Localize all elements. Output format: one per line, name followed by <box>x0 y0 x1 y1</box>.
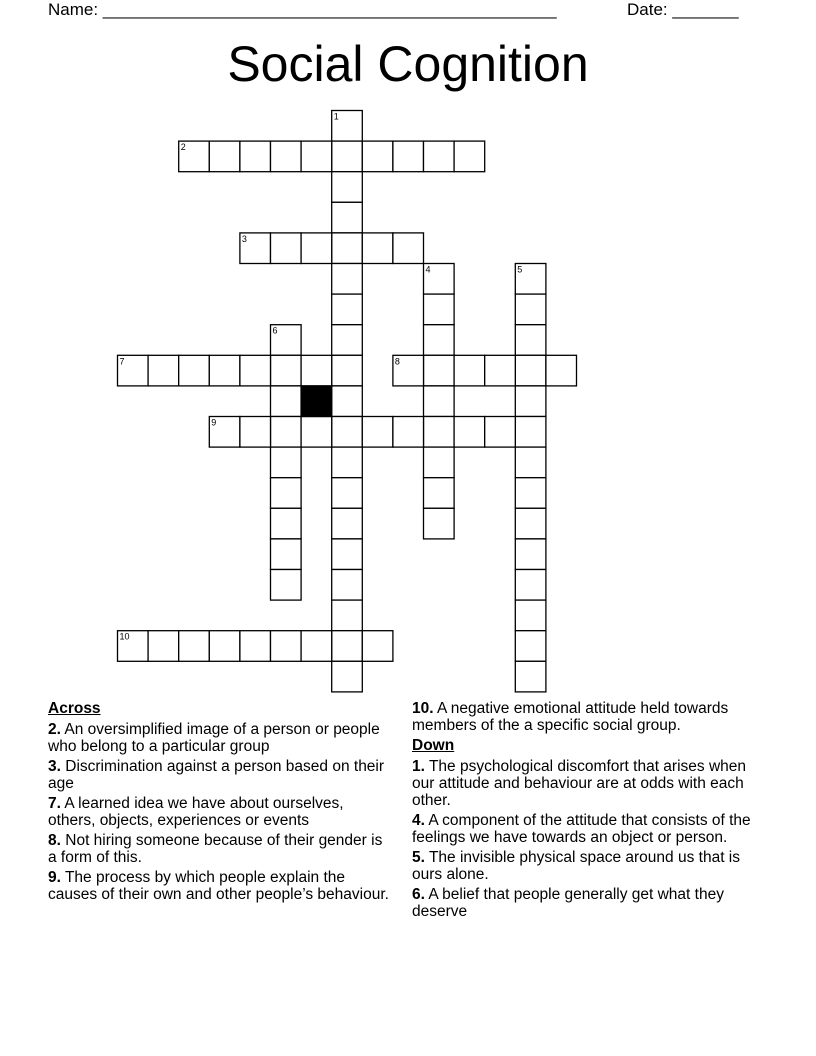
grid-cell[interactable] <box>393 233 424 264</box>
clue-number-10: 10 <box>119 631 130 642</box>
grid-cell[interactable] <box>332 141 363 172</box>
down-clue-4: 4. A component of the attitude that consists of the feelings we have towards an object or person. <box>412 812 751 846</box>
grid-cell[interactable] <box>179 355 210 386</box>
grid-cell[interactable] <box>515 478 546 509</box>
grid-cell[interactable] <box>271 631 302 662</box>
grid-cell[interactable] <box>301 631 332 662</box>
down-clue-1: 1. The psychological discomfort that arises when our attitude and behaviour are at odds with each other. <box>412 758 747 809</box>
across-clue-9: 9. The process by which people explain the causes of their own and other people’s behaviour. <box>48 869 389 903</box>
grid-cell[interactable] <box>240 631 271 662</box>
grid-cell[interactable] <box>362 417 393 448</box>
grid-cell[interactable] <box>332 233 363 264</box>
grid-cell[interactable] <box>332 294 363 325</box>
grid-cell[interactable] <box>454 141 485 172</box>
grid-cell[interactable] <box>240 417 271 448</box>
grid-cell[interactable] <box>301 355 332 386</box>
grid-cell[interactable] <box>209 631 240 662</box>
grid-cell[interactable] <box>424 478 455 509</box>
across-clue-8: 8. Not hiring someone because of their gender is a form of this. <box>48 832 383 866</box>
grid-cell[interactable] <box>271 447 302 478</box>
down-clue-6: 6. A belief that people generally get what they deserve <box>412 886 724 920</box>
grid-cell[interactable] <box>546 355 577 386</box>
clues-column-right <box>412 700 762 923</box>
black-cell <box>301 386 332 417</box>
name-field[interactable]: Name: ________________________________________________ <box>48 0 557 19</box>
grid-cell[interactable] <box>515 600 546 631</box>
grid-cell[interactable] <box>271 141 302 172</box>
grid-cell[interactable] <box>515 417 546 448</box>
grid-cell[interactable] <box>148 355 179 386</box>
grid-cell[interactable] <box>271 386 302 417</box>
grid-cell[interactable] <box>271 508 302 539</box>
clue-number-4: 4 <box>425 264 431 275</box>
grid-cell[interactable] <box>148 631 179 662</box>
grid-cell[interactable] <box>362 233 393 264</box>
grid-cell[interactable] <box>485 417 516 448</box>
across-clue-3: 3. Discrimination against a person based on their age <box>48 758 385 792</box>
grid-cell[interactable] <box>332 631 363 662</box>
clue-number-6: 6 <box>272 325 278 336</box>
grid-cell[interactable] <box>515 570 546 601</box>
grid-cell[interactable] <box>424 447 455 478</box>
grid-cell[interactable] <box>271 355 302 386</box>
grid-cell[interactable] <box>515 508 546 539</box>
down-clue-5: 5. The invisible physical space around us that is ours alone. <box>412 849 740 883</box>
grid-cell[interactable] <box>424 325 455 356</box>
grid-cell[interactable] <box>271 570 302 601</box>
clue-number-8: 8 <box>394 356 400 367</box>
grid-cell[interactable] <box>424 386 455 417</box>
grid-cell[interactable] <box>179 631 210 662</box>
grid-cell[interactable] <box>332 539 363 570</box>
across-clue-10: 10. A negative emotional attitude held towards members of the a specific social group. <box>412 700 729 734</box>
grid-cell[interactable] <box>209 355 240 386</box>
grid-cell[interactable] <box>332 386 363 417</box>
grid-cell[interactable] <box>393 141 424 172</box>
grid-cell[interactable] <box>515 355 546 386</box>
grid-cell[interactable] <box>454 417 485 448</box>
grid-cell[interactable] <box>515 539 546 570</box>
grid-cell[interactable] <box>332 508 363 539</box>
grid-cell[interactable] <box>424 294 455 325</box>
grid-cell[interactable] <box>515 447 546 478</box>
across-clue-2: 2. An oversimplified image of a person or people who belong to a particular group <box>48 721 380 755</box>
grid-cell[interactable] <box>424 417 455 448</box>
grid-cell[interactable] <box>301 233 332 264</box>
grid-cell[interactable] <box>271 539 302 570</box>
grid-cell[interactable] <box>515 325 546 356</box>
clue-number-5: 5 <box>517 264 523 275</box>
grid-cell[interactable] <box>332 570 363 601</box>
page-title: Social Cognition <box>227 36 589 92</box>
grid-cell[interactable] <box>301 417 332 448</box>
grid-cell[interactable] <box>332 355 363 386</box>
grid-cell[interactable] <box>332 325 363 356</box>
grid-cell[interactable] <box>393 417 424 448</box>
grid-cell[interactable] <box>271 478 302 509</box>
clues-column-left <box>48 700 393 906</box>
clue-number-7: 7 <box>119 356 125 367</box>
grid-cell[interactable] <box>240 141 271 172</box>
grid-cell[interactable] <box>240 355 271 386</box>
grid-cell[interactable] <box>424 355 455 386</box>
grid-cell[interactable] <box>332 447 363 478</box>
grid-cell[interactable] <box>332 478 363 509</box>
across-clue-7: 7. A learned idea we have about ourselves, others, objects, experiences or events <box>48 795 344 829</box>
clue-number-1: 1 <box>333 111 339 122</box>
grid-cell[interactable] <box>454 355 485 386</box>
clue-number-2: 2 <box>180 142 186 153</box>
across-heading: Across <box>48 700 101 717</box>
clue-number-3: 3 <box>241 233 247 244</box>
grid-cell[interactable] <box>332 417 363 448</box>
grid-cell[interactable] <box>424 508 455 539</box>
grid-cell[interactable] <box>362 141 393 172</box>
grid-cell[interactable] <box>209 141 240 172</box>
grid-cell[interactable] <box>301 141 332 172</box>
grid-cell[interactable] <box>332 202 363 233</box>
grid-cell[interactable] <box>424 141 455 172</box>
grid-cell[interactable] <box>485 355 516 386</box>
grid-cell[interactable] <box>332 661 363 692</box>
grid-cell[interactable] <box>515 661 546 692</box>
grid-cell[interactable] <box>271 417 302 448</box>
date-field[interactable]: Date: _______ <box>627 0 739 19</box>
down-heading: Down <box>412 737 455 754</box>
grid-cell[interactable] <box>271 233 302 264</box>
grid-cell[interactable] <box>332 172 363 203</box>
grid-cell[interactable] <box>515 386 546 417</box>
grid-cell[interactable] <box>362 631 393 662</box>
clue-number-9: 9 <box>211 417 217 428</box>
grid-cell[interactable] <box>332 600 363 631</box>
grid-cell[interactable] <box>515 294 546 325</box>
grid-cell[interactable] <box>332 264 363 295</box>
grid-cell[interactable] <box>515 631 546 662</box>
